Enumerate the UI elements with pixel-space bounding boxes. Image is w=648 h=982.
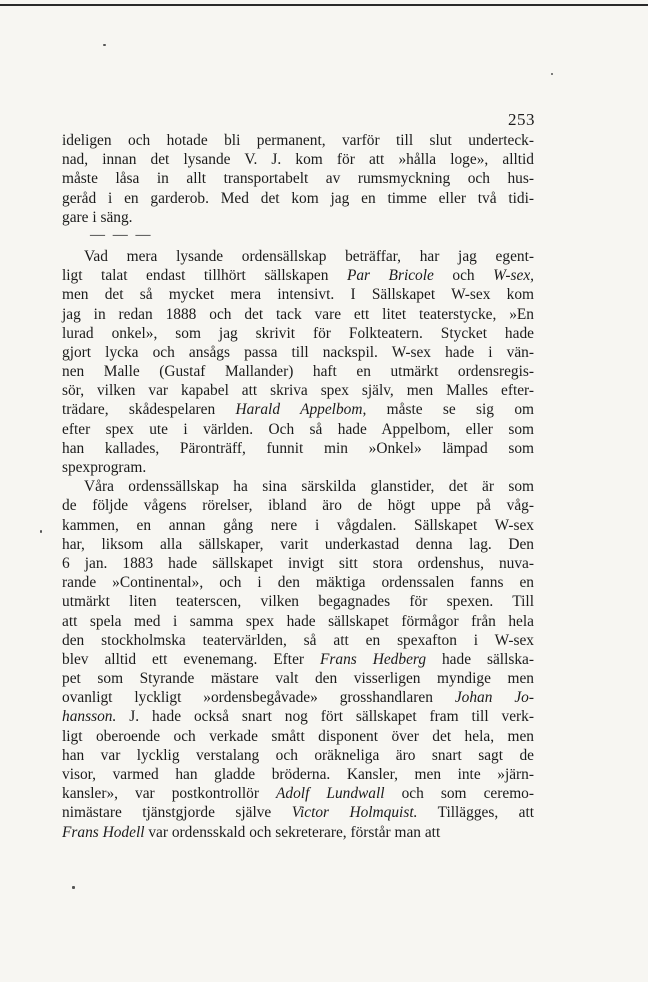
text-line: spexprogram. bbox=[62, 459, 147, 476]
text-line: hansson. J. hade också snart nog fört sällskapet fram till verk- bbox=[62, 708, 534, 726]
text-line: blev alltid ett evenemang. Efter Frans Hedberg hade sällska- bbox=[62, 650, 535, 668]
text-line: utmärkt liten teaterscen, vilken begagnades för spexen. Till bbox=[62, 593, 534, 611]
text-line: men det så mycket mera intensivt. I Sällskapet W-sex kom bbox=[62, 286, 534, 304]
text-line: nen Malle (Gustaf Mallander) haft en utmärkt ordensregis- bbox=[62, 363, 534, 381]
text-line: har, liksom alla sällskaper, varit underkastad denna lag. Den bbox=[62, 535, 534, 553]
text-line: sör, vilken var kapabel att skriva spex själv, men Malles efter- bbox=[62, 382, 534, 400]
text-line: han kallades, Päronträff, funnit min »Onkel» lämpad som bbox=[62, 439, 534, 457]
scan-speck bbox=[551, 73, 553, 75]
text-line: nimästare tjänstgjorde själve Victor Holmquist. Tillägges, att bbox=[62, 804, 535, 822]
scan-speck bbox=[72, 886, 75, 889]
text-line: efter spex ute i världen. Och så hade Appelbom, eller som bbox=[62, 420, 534, 438]
body-text bbox=[62, 131, 534, 842]
italic-name: hansson. bbox=[62, 708, 117, 726]
text-line: gare i säng. bbox=[62, 208, 133, 226]
top-edge-rule bbox=[0, 4, 648, 6]
section-separator: — — — bbox=[90, 226, 153, 243]
italic-name: W-sex, bbox=[493, 267, 535, 285]
scan-speck bbox=[40, 530, 42, 533]
italic-name: Frans Hedberg bbox=[320, 650, 427, 668]
text-line: Våra ordenssällskap ha sina särskilda glanstider, det är som bbox=[84, 478, 534, 496]
italic-name: Adolf Lundwall bbox=[276, 785, 385, 803]
text-line: han var lycklig verstalang och oräkneliga äro snart sagt de bbox=[62, 746, 534, 764]
text-line: nad, innan det lysande V. J. kom för att »hålla loge», alltid bbox=[62, 151, 534, 169]
text-line: geråd i en garderob. Med det kom jag en timme eller två tidi- bbox=[62, 189, 534, 207]
text-line: ligt talat endast tillhört sällskapen Par Bricole och W-sex, bbox=[62, 267, 535, 285]
text-line: de följde vågens rörelser, ibland äro de högt uppe på våg- bbox=[62, 497, 534, 515]
text-line: trädare, skådespelaren Harald Appelbom, måste se sig om bbox=[62, 401, 534, 419]
text-line: den stockholmska teatervärlden, så att en spexafton i W-sex bbox=[62, 631, 534, 649]
italic-name: Frans Hodell bbox=[62, 823, 145, 841]
text-line: 6 jan. 1883 hade sällskapet invigt sitt stora ordenshus, nuva- bbox=[62, 554, 534, 572]
text-line: måste låsa in allt transportabelt av rumsmyckning och hus- bbox=[62, 170, 534, 188]
text-line: lurad onkel», som jag skrivit för Folkteatern. Stycket hade bbox=[62, 324, 534, 342]
text-line: ovanligt lyckligt »ordensbegåvade» grosshandlaren Johan Jo- bbox=[62, 689, 534, 707]
italic-name: Par Bricole bbox=[346, 267, 434, 285]
text-line: visor, varmed han gladde bröderna. Kansler, men inte »järn- bbox=[62, 766, 534, 783]
italic-name: Harald Appelbom, bbox=[235, 401, 367, 419]
text-line: kansler», var postkontrollör Adolf Lundwall och som ceremo- bbox=[62, 785, 534, 803]
page-number: 253 bbox=[508, 110, 535, 129]
paragraph bbox=[62, 477, 534, 842]
paragraph bbox=[62, 247, 534, 477]
italic-name: Victor Holmquist. bbox=[291, 804, 418, 822]
scan-speck bbox=[103, 44, 106, 46]
text-line: pet som Styrande mästare valt den visserligen myndige men bbox=[62, 670, 534, 688]
text-line: jag in redan 1888 och det tack vare ett litet teaterstycke, »En bbox=[62, 305, 534, 323]
paragraph bbox=[62, 131, 534, 227]
text-line: att spela med i samma spex hade sällskapet förmågor från hela bbox=[62, 612, 534, 630]
text-line: ligt oberoende och verkade smått disponent över det hela, men bbox=[62, 727, 534, 745]
text-line: Frans Hodell var ordensskald och sekreterare, förstår man att bbox=[62, 823, 441, 841]
text-line: Vad mera lysande ordensällskap beträffar, har jag egent- bbox=[84, 247, 534, 265]
text-line: gjort lycka och ansågs passa till nackspil. W-sex hade i vän- bbox=[62, 343, 534, 361]
text-line: ideligen och hotade bli permanent, varför till slut underteck- bbox=[62, 132, 534, 149]
italic-name: Johan Jo- bbox=[454, 689, 534, 707]
text-line: kammen, en annan gång nere i vågdalen. Sällskapet W-sex bbox=[62, 516, 534, 534]
text-line: rande »Continental», och i den mäktiga ordenssalen fanns en bbox=[62, 574, 534, 592]
